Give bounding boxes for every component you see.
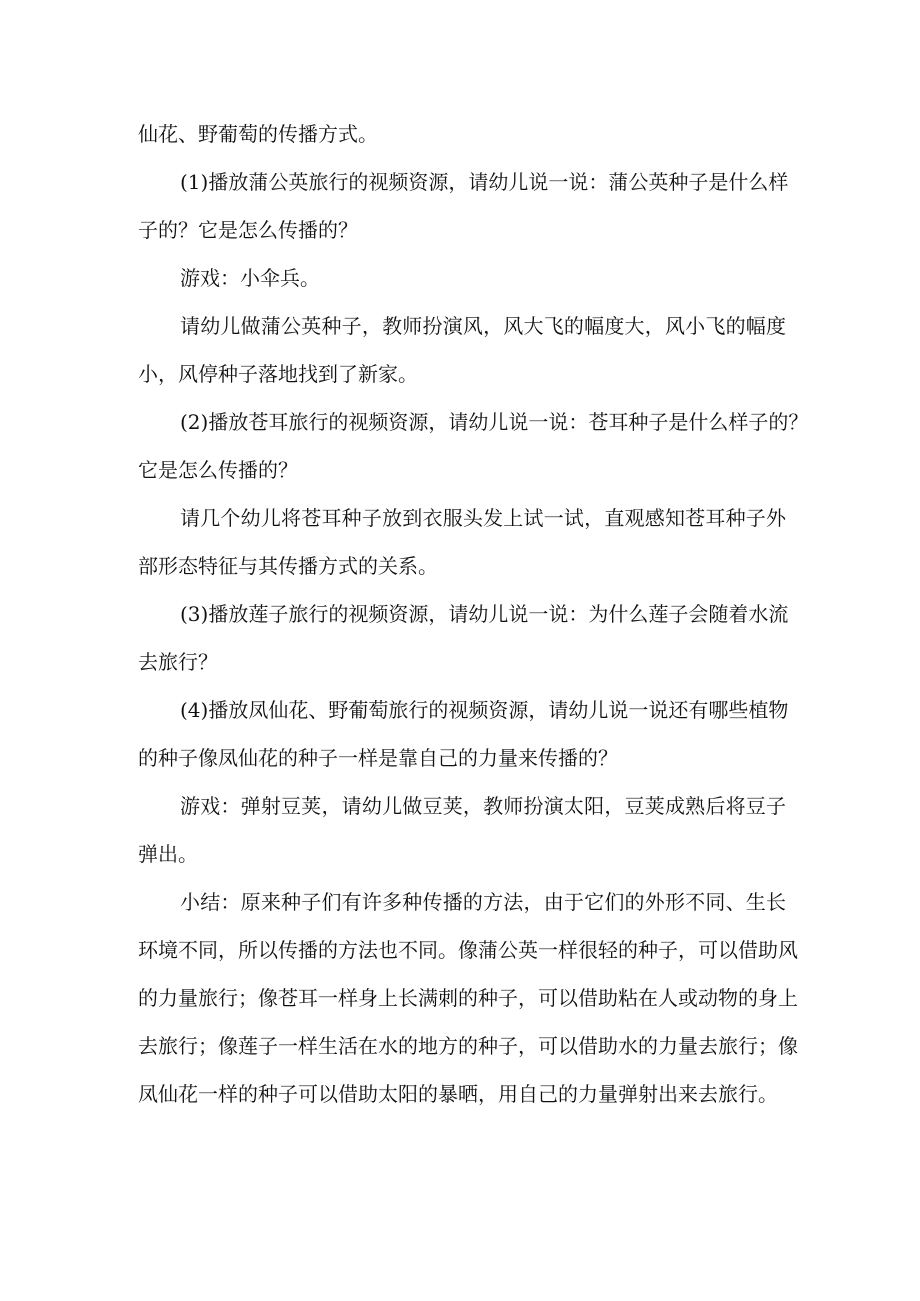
text-line: 小结：原来种子们有许多种传播的方法，由于它们的外形不同、生长 — [180, 890, 786, 914]
text-line: 游戏：弹射豆荚，请幼儿做豆荚，教师扮演太阳，豆荚成熟后将豆子 — [180, 794, 786, 818]
text-line: 仙花、野葡萄的传播方式。 — [138, 122, 378, 146]
text-line: 的种子像凤仙花的种子一样是靠自己的力量来传播的？ — [138, 746, 618, 770]
text-line: 子的？它是怎么传播的？ — [138, 218, 358, 242]
paragraph-balsam-video — [138, 686, 789, 782]
paragraph-dandelion-video — [138, 158, 789, 254]
text-line: 去旅行；像莲子一样生活在水的地方的种子，可以借助水的力量去旅行；像 — [138, 1034, 798, 1058]
paragraph-lotus-video — [138, 590, 789, 686]
paragraph-cocklebur-try — [138, 494, 786, 590]
text-line: 它是怎么传播的？ — [138, 458, 298, 482]
paragraph-seed-methods-intro — [138, 110, 786, 158]
text-line: 小，风停种子落地找到了新家。 — [138, 362, 418, 386]
text-line: 请幼儿做蒲公英种子，教师扮演风，风大飞的幅度大，风小飞的幅度 — [180, 314, 786, 338]
text-line: (3)播放莲子旅行的视频资源，请幼儿说一说：为什么莲子会随着水流 — [180, 602, 789, 626]
text-line: (1)播放蒲公英旅行的视频资源，请幼儿说一说：蒲公英种子是什么样 — [180, 170, 789, 194]
text-line: 部形态特征与其传播方式的关系。 — [138, 554, 438, 578]
text-line: 游戏：小伞兵。 — [180, 266, 320, 290]
text-line: 请几个幼儿将苍耳种子放到衣服头发上试一试，直观感知苍耳种子外 — [180, 506, 786, 530]
text-line: 去旅行？ — [138, 650, 218, 674]
text-line: 的力量旅行；像苍耳一样身上长满刺的种子，可以借助粘在人或动物的身上 — [138, 986, 798, 1010]
text-line: 凤仙花一样的种子可以借助太阳的暴晒，用自己的力量弹射出来去旅行。 — [138, 1082, 778, 1106]
paragraph-cocklebur-video — [138, 398, 809, 494]
paragraph-game-paratrooper — [138, 254, 786, 302]
body-text — [138, 110, 809, 1118]
paragraph-dandelion-play — [138, 302, 786, 398]
paragraph-summary — [138, 878, 798, 1118]
text-line: 弹出。 — [138, 842, 198, 866]
text-line: (2)播放苍耳旅行的视频资源，请幼儿说一说：苍耳种子是什么样子的？ — [180, 410, 809, 434]
paragraph-game-bean-pod — [138, 782, 786, 878]
text-line: 环境不同，所以传播的方法也不同。像蒲公英一样很轻的种子，可以借助风 — [138, 938, 798, 962]
text-line: (4)播放凤仙花、野葡萄旅行的视频资源，请幼儿说一说还有哪些植物 — [180, 698, 789, 722]
